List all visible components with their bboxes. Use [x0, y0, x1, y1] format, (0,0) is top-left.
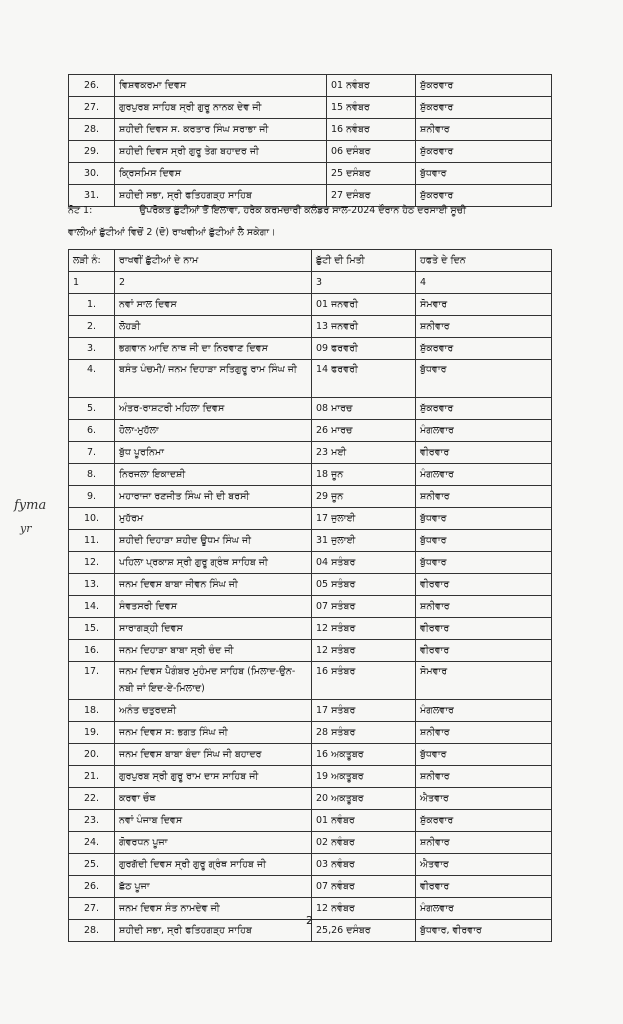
cell-serial: 7. — [69, 442, 115, 464]
cell-weekday: ਸ਼ਨੀਵਾਰ — [416, 832, 552, 854]
cell-holiday-name: ਗੋਵਰਧਨ ਪੂਜਾ — [115, 832, 312, 854]
cell-weekday: ਬੁੱਧਵਾਰ — [416, 163, 552, 185]
cell-holiday-name: ਜਨਮ ਦਿਹਾੜਾ ਬਾਬਾ ਸ੍ਰੀ ਚੰਦ ਜੀ — [115, 640, 312, 662]
table-row — [69, 552, 552, 574]
cell-weekday: ਐਤਵਾਰ — [416, 788, 552, 810]
table-row — [69, 574, 552, 596]
header-serial: ਲੜੀ ਨੰ: — [69, 250, 115, 272]
table-row — [69, 119, 552, 141]
cell-date: 04 ਸਤੰਬਰ — [312, 552, 416, 574]
cell-weekday: ਵੀਰਵਾਰ — [416, 574, 552, 596]
cell-date: 17 ਜੁਲਾਈ — [312, 508, 416, 530]
note-line-1 — [68, 200, 558, 222]
cell-weekday: ਸ਼ੁੱਕਰਵਾਰ — [416, 97, 552, 119]
cell-date: 03 ਨਵੰਬਰ — [312, 854, 416, 876]
cell-holiday-name: ਕਰਵਾ ਚੌਥ — [115, 788, 312, 810]
cell-serial: 18. — [69, 700, 115, 722]
cell-date: 19 ਅਕਤੂਬਰ — [312, 766, 416, 788]
table-row — [69, 486, 552, 508]
cell-holiday-name: ਨਵਾਂ ਸਾਲ ਦਿਵਸ — [115, 294, 312, 316]
cell-serial: 17. — [69, 662, 115, 700]
cell-holiday-name: ਜਨਮ ਦਿਵਸ ਬਾਬਾ ਜੀਵਨ ਸਿੰਘ ਜੀ — [115, 574, 312, 596]
table-row — [69, 788, 552, 810]
cell-date: 09 ਫਰਵਰੀ — [312, 338, 416, 360]
cell-weekday: ਮੰਗਲਵਾਰ — [416, 464, 552, 486]
cell-serial: 16. — [69, 640, 115, 662]
cell-weekday: ਮੰਗਲਵਾਰ — [416, 420, 552, 442]
header-weekday: ਹਫਤੇ ਦੇ ਦਿਨ — [416, 250, 552, 272]
header-holiday-name: ਰਾਖਵੀਂ ਛੁੱਟੀਆਂ ਦੇ ਨਾਮ — [115, 250, 312, 272]
table-row — [69, 294, 552, 316]
cell-serial: 25. — [69, 854, 115, 876]
cell-date: 12 ਸਤੰਬਰ — [312, 618, 416, 640]
cell-serial: 27. — [69, 97, 115, 119]
table-row — [69, 596, 552, 618]
cell-holiday-name: ਗੁਰਗੱਦੀ ਦਿਵਸ ਸ੍ਰੀ ਗੁਰੂ ਗ੍ਰੰਥ ਸਾਹਿਬ ਜੀ — [115, 854, 312, 876]
cell-serial: 5. — [69, 398, 115, 420]
cell-date: 01 ਨਵੰਬਰ — [312, 810, 416, 832]
cell-holiday-name: ਸ਼ਹੀਦੀ ਦਿਵਸ ਸ੍ਰੀ ਗੁਰੂ ਤੇਗ ਬਹਾਦਰ ਜੀ — [115, 141, 327, 163]
cell-weekday: ਸ਼ੁੱਕਰਵਾਰ — [416, 338, 552, 360]
cell-holiday-name: ਜਨਮ ਦਿਵਸ ਸੰਤ ਨਾਮਦੇਵ ਜੀ — [115, 898, 312, 920]
cell-serial: 30. — [69, 163, 115, 185]
table-row — [69, 854, 552, 876]
table-header-row — [69, 250, 552, 272]
header-date: ਛੁੱਟੀ ਦੀ ਮਿਤੀ — [312, 250, 416, 272]
col-number: 1 — [69, 272, 115, 294]
cell-date: 06 ਦਸੰਬਰ — [327, 141, 416, 163]
note-text-line-2: ਵਾਲੀਆਂ ਛੁੱਟੀਆਂ ਵਿਚੋਂ 2 (ਦੋ) ਰਾਖਵੀਆਂ ਛੁੱਟੀਆਂ ਲੈ ਸਕੇਗਾ। — [68, 227, 276, 238]
table-row — [69, 464, 552, 486]
cell-serial: 4. — [69, 360, 115, 398]
cell-serial: 13. — [69, 574, 115, 596]
cell-date: 05 ਸਤੰਬਰ — [312, 574, 416, 596]
table-row — [69, 316, 552, 338]
note-label: ਨੋਟ 1: — [68, 205, 93, 216]
handwritten-initials: yr — [20, 522, 32, 535]
table-row — [69, 530, 552, 552]
cell-holiday-name: ਮੁਹੱਰਮ — [115, 508, 312, 530]
cell-serial: 11. — [69, 530, 115, 552]
cell-weekday: ਸੋਮਵਾਰ — [416, 294, 552, 316]
cell-weekday: ਸ਼ਨੀਵਾਰ — [416, 596, 552, 618]
cell-holiday-name: ਗੁਰਪੁਰਬ ਸ੍ਰੀ ਗੁਰੂ ਰਾਮ ਦਾਸ ਸਾਹਿਬ ਜੀ — [115, 766, 312, 788]
cell-weekday: ਮੰਗਲਵਾਰ — [416, 700, 552, 722]
cell-date: 07 ਸਤੰਬਰ — [312, 596, 416, 618]
cell-date: 28 ਸਤੰਬਰ — [312, 722, 416, 744]
cell-serial: 9. — [69, 486, 115, 508]
cell-holiday-name: ਲੋਹੜੀ — [115, 316, 312, 338]
cell-serial: 28. — [69, 119, 115, 141]
cell-serial: 6. — [69, 420, 115, 442]
cell-holiday-name: ਅਨੰਤ ਚਤੁਰਦਸ਼ੀ — [115, 700, 312, 722]
cell-date: 12 ਸਤੰਬਰ — [312, 640, 416, 662]
cell-weekday: ਸ਼ਨੀਵਾਰ — [416, 316, 552, 338]
cell-weekday: ਸ਼ਨੀਵਾਰ — [416, 119, 552, 141]
cell-holiday-name: ਜਨਮ ਦਿਵਸ ਸ: ਭਗਤ ਸਿੰਘ ਜੀ — [115, 722, 312, 744]
cell-holiday-name: ਹੋਲਾ-ਮੁਹੱਲਾ — [115, 420, 312, 442]
cell-holiday-name: ਸ਼ਹੀਦੀ ਦਿਹਾੜਾ ਸ਼ਹੀਦ ਊਧਮ ਸਿੰਘ ਜੀ — [115, 530, 312, 552]
note-text-line-1: ਉਪਰੋਕਤ ਛੁੱਟੀਆਂ ਤੋਂ ਇਲਾਵਾ, ਹਰੇਕ ਕਰਮਚਾਰੀ ਕਲੰਡਰ ਸਾਲ-2024 ਦੌਰਾਨ ਹੇਠ ਦਰਸਾਈ ਸੂਚੀ — [139, 205, 466, 216]
cell-serial: 1. — [69, 294, 115, 316]
cell-weekday: ਬੁੱਧਵਾਰ, ਵੀਰਵਾਰ — [416, 920, 552, 942]
table-row — [69, 744, 552, 766]
cell-date: 01 ਨਵੰਬਰ — [327, 75, 416, 97]
cell-date: 07 ਨਵੰਬਰ — [312, 876, 416, 898]
table-row — [69, 97, 552, 119]
cell-weekday: ਸ਼ੁੱਕਰਵਾਰ — [416, 75, 552, 97]
cell-weekday: ਬੁੱਧਵਾਰ — [416, 530, 552, 552]
restricted-holidays-table — [68, 249, 552, 942]
cell-weekday: ਸੋਮਵਾਰ — [416, 662, 552, 700]
cell-date: 08 ਮਾਰਚ — [312, 398, 416, 420]
cell-date: 16 ਅਕਤੂਬਰ — [312, 744, 416, 766]
cell-holiday-name: ਕ੍ਰਿਸਮਿਸ ਦਿਵਸ — [115, 163, 327, 185]
cell-date: 25,26 ਦਸੰਬਰ — [312, 920, 416, 942]
cell-holiday-name: ਅੰਤਰ-ਰਾਸ਼ਟਰੀ ਮਹਿਲਾ ਦਿਵਸ — [115, 398, 312, 420]
cell-serial: 22. — [69, 788, 115, 810]
cell-weekday: ਵੀਰਵਾਰ — [416, 618, 552, 640]
cell-holiday-name: ਵਿਸ਼ਵਕਰਮਾ ਦਿਵਸ — [115, 75, 327, 97]
cell-serial: 27. — [69, 898, 115, 920]
cell-serial: 24. — [69, 832, 115, 854]
cell-holiday-name: ਸਾਰਾਗੜ੍ਹੀ ਦਿਵਸ — [115, 618, 312, 640]
cell-weekday: ਐਤਵਾਰ — [416, 854, 552, 876]
cell-weekday: ਵੀਰਵਾਰ — [416, 442, 552, 464]
cell-date: 18 ਜੂਨ — [312, 464, 416, 486]
cell-date: 17 ਸਤੰਬਰ — [312, 700, 416, 722]
cell-weekday: ਬੁੱਧਵਾਰ — [416, 508, 552, 530]
cell-date: 14 ਫਰਵਰੀ — [312, 360, 416, 398]
cell-weekday: ਵੀਰਵਾਰ — [416, 640, 552, 662]
cell-holiday-name: ਸੰਵਤਸਰੀ ਦਿਵਸ — [115, 596, 312, 618]
table-row — [69, 722, 552, 744]
cell-weekday: ਮੰਗਲਵਾਰ — [416, 898, 552, 920]
cell-date: 01 ਜਨਵਰੀ — [312, 294, 416, 316]
cell-date: 16 ਸਤੰਬਰ — [312, 662, 416, 700]
cell-serial: 12. — [69, 552, 115, 574]
cell-holiday-name: ਬੁੱਧ ਪੂਰਨਿਮਾ — [115, 442, 312, 464]
cell-date: 31 ਜੁਲਾਈ — [312, 530, 416, 552]
cell-holiday-name: ਨਿਰਜਲਾ ਇਕਾਦਸ਼ੀ — [115, 464, 312, 486]
cell-date: 13 ਜਨਵਰੀ — [312, 316, 416, 338]
cell-serial: 28. — [69, 920, 115, 942]
cell-serial: 19. — [69, 722, 115, 744]
cell-weekday: ਸ਼ੁੱਕਰਵਾਰ — [416, 185, 552, 207]
cell-weekday: ਸ਼ੁੱਕਰਵਾਰ — [416, 810, 552, 832]
table-row — [69, 141, 552, 163]
cell-date: 27 ਦਸੰਬਰ — [327, 185, 416, 207]
cell-date: 16 ਨਵੰਬਰ — [327, 119, 416, 141]
cell-holiday-name: ਮਹਾਰਾਜਾ ਰਣਜੀਤ ਸਿੰਘ ਜੀ ਦੀ ਬਰਸੀ — [115, 486, 312, 508]
cell-holiday-name: ਪਹਿਲਾ ਪ੍ਰਕਾਸ਼ ਸ੍ਰੀ ਗੁਰੂ ਗ੍ਰੰਥ ਸਾਹਿਬ ਜੀ — [115, 552, 312, 574]
table-row — [69, 508, 552, 530]
cell-holiday-name: ਨਵਾਂ ਪੰਜਾਬ ਦਿਵਸ — [115, 810, 312, 832]
cell-date: 02 ਨਵੰਬਰ — [312, 832, 416, 854]
cell-weekday: ਬੁੱਧਵਾਰ — [416, 360, 552, 398]
cell-serial: 3. — [69, 338, 115, 360]
cell-holiday-name: ਸ਼ਹੀਦੀ ਸਭਾ, ਸ੍ਰੀ ਫਤਿਹਗੜ੍ਹ ਸਾਹਿਬ — [115, 920, 312, 942]
handwritten-signature: fyma — [14, 498, 47, 513]
col-number: 3 — [312, 272, 416, 294]
table-row — [69, 420, 552, 442]
cell-holiday-name: ਬਸੰਤ ਪੰਚਮੀ/ ਜਨਮ ਦਿਹਾੜਾ ਸਤਿਗੁਰੂ ਰਾਮ ਸਿੰਘ ਜੀ — [115, 360, 312, 398]
cell-weekday: ਸ਼ਨੀਵਾਰ — [416, 486, 552, 508]
cell-serial: 8. — [69, 464, 115, 486]
cell-holiday-name: ਭਗਵਾਨ ਆਦਿ ਨਾਥ ਜੀ ਦਾ ਨਿਰਵਾਣ ਦਿਵਸ — [115, 338, 312, 360]
note-1 — [68, 200, 558, 244]
cell-serial: 23. — [69, 810, 115, 832]
cell-holiday-name: ਗੁਰਪੁਰਬ ਸਾਹਿਬ ਸ੍ਰੀ ਗੁਰੂ ਨਾਨਕ ਦੇਵ ਜੀ — [115, 97, 327, 119]
table-row — [69, 442, 552, 464]
cell-serial: 31. — [69, 185, 115, 207]
cell-holiday-name: ਜਨਮ ਦਿਵਸ ਪੈਗੰਬਰ ਮੁਹੰਮਦ ਸਾਹਿਬ (ਮਿਲਾਦ-ਉਨ-ਨਬੀ ਜਾਂ ਇਦ-ਏ-ਮਿਲਾਦ) — [115, 662, 312, 700]
cell-date: 29 ਜੂਨ — [312, 486, 416, 508]
cell-date: 25 ਦਸੰਬਰ — [327, 163, 416, 185]
cell-date: 12 ਨਵੰਬਰ — [312, 898, 416, 920]
cell-serial: 26. — [69, 75, 115, 97]
cell-weekday: ਵੀਰਵਾਰ — [416, 876, 552, 898]
cell-holiday-name: ਸ਼ਹੀਦੀ ਸਭਾ, ਸ੍ਰੀ ਫਤਿਹਗੜ੍ਹ ਸਾਹਿਬ — [115, 185, 327, 207]
cell-weekday: ਬੁੱਧਵਾਰ — [416, 744, 552, 766]
cell-serial: 14. — [69, 596, 115, 618]
table-row — [69, 360, 552, 398]
col-number: 4 — [416, 272, 552, 294]
table-row — [69, 163, 552, 185]
cell-weekday: ਬੁੱਧਵਾਰ — [416, 552, 552, 574]
cell-serial: 10. — [69, 508, 115, 530]
cell-serial: 20. — [69, 744, 115, 766]
col-number: 2 — [115, 272, 312, 294]
table-row — [69, 398, 552, 420]
table-row — [69, 876, 552, 898]
cell-serial: 29. — [69, 141, 115, 163]
table-row — [69, 338, 552, 360]
cell-weekday: ਸ਼ਨੀਵਾਰ — [416, 766, 552, 788]
table-row — [69, 766, 552, 788]
cell-date: 23 ਮਈ — [312, 442, 416, 464]
table-row — [69, 75, 552, 97]
table-row — [69, 832, 552, 854]
table-row — [69, 700, 552, 722]
table-row — [69, 618, 552, 640]
cell-date: 15 ਨਵੰਬਰ — [327, 97, 416, 119]
table-row — [69, 662, 552, 700]
cell-holiday-name: ਸ਼ਹੀਦੀ ਦਿਵਸ ਸ. ਕਰਤਾਰ ਸਿੰਘ ਸਰਾਭਾ ਜੀ — [115, 119, 327, 141]
cell-date: 20 ਅਕਤੂਬਰ — [312, 788, 416, 810]
cell-date: 26 ਮਾਰਚ — [312, 420, 416, 442]
column-number-row — [69, 272, 552, 294]
table-row — [69, 810, 552, 832]
cell-holiday-name: ਛੱਠ ਪੂਜਾ — [115, 876, 312, 898]
cell-weekday: ਸ਼ੁੱਕਰਵਾਰ — [416, 398, 552, 420]
table-row — [69, 640, 552, 662]
cell-serial: 15. — [69, 618, 115, 640]
cell-weekday: ਸ਼ਨੀਵਾਰ — [416, 722, 552, 744]
holiday-table-continued — [68, 74, 552, 207]
cell-serial: 26. — [69, 876, 115, 898]
cell-holiday-name: ਜਨਮ ਦਿਵਸ ਬਾਬਾ ਬੰਦਾ ਸਿੰਘ ਜੀ ਬਹਾਦਰ — [115, 744, 312, 766]
page-number: 2 — [306, 914, 313, 927]
cell-serial: 21. — [69, 766, 115, 788]
cell-weekday: ਸ਼ੁੱਕਰਵਾਰ — [416, 141, 552, 163]
cell-serial: 2. — [69, 316, 115, 338]
